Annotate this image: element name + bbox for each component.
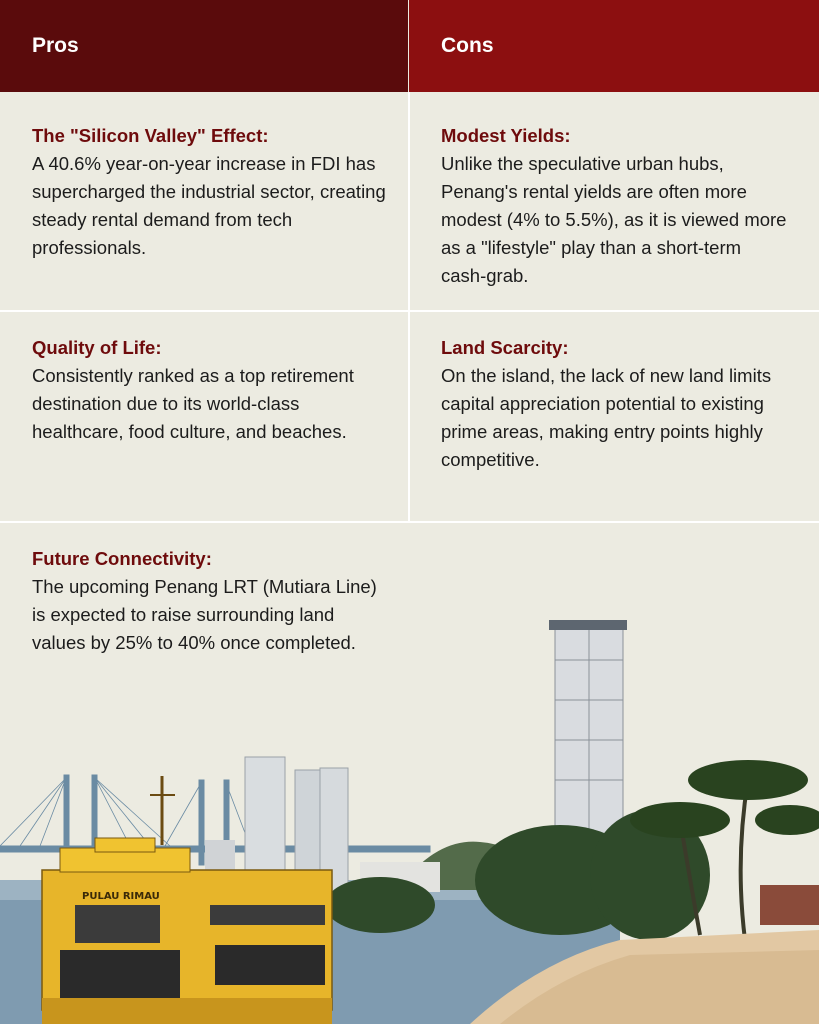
pros-item-body: Consistently ranked as a top retirement destination due to its world-class healthcare, food culture, and beaches.: [32, 365, 354, 442]
ferry: [42, 776, 332, 1024]
pros-item: [32, 334, 372, 446]
ferry-name-label: PULAU RIMAU: [82, 891, 160, 902]
cons-item: [441, 334, 786, 474]
cons-item-title: Modest Yields:: [441, 125, 571, 146]
table-header: [0, 0, 819, 92]
pros-item-title: Quality of Life:: [32, 337, 162, 358]
cons-header: Cons: [409, 0, 819, 92]
pros-header: Pros: [0, 0, 408, 92]
cons-item-body: Unlike the speculative urban hubs, Penang's rental yields are often more modest (4% to 5.5%), as it is viewed more as a "lifestyle" play than a short-term cash-grab.: [441, 153, 787, 286]
pros-item-title: Future Connectivity:: [32, 548, 212, 569]
cons-item-title: Land Scarcity:: [441, 337, 569, 358]
beach-house: [760, 885, 819, 925]
pros-item: [32, 122, 392, 262]
pros-item-body: The upcoming Penang LRT (Mutiara Line) is expected to raise surrounding land values by 25% to 40% once completed.: [32, 576, 377, 653]
penang-waterfront-illustration: [0, 600, 819, 1024]
pros-item-title: The "Silicon Valley" Effect:: [32, 125, 269, 146]
column-divider: [408, 92, 410, 522]
cons-item-body: On the island, the lack of new land limits capital appreciation potential to existing prime areas, making entry points highly competitive.: [441, 365, 772, 470]
cons-item: [441, 122, 791, 290]
row-divider: [0, 310, 819, 312]
pros-item-body: A 40.6% year-on-year increase in FDI has supercharged the industrial sector, creating steady rental demand from tech professionals.: [32, 153, 386, 258]
high-rise-tower: [549, 620, 627, 834]
row-divider: [0, 521, 819, 523]
palm-fronds: [630, 760, 819, 838]
